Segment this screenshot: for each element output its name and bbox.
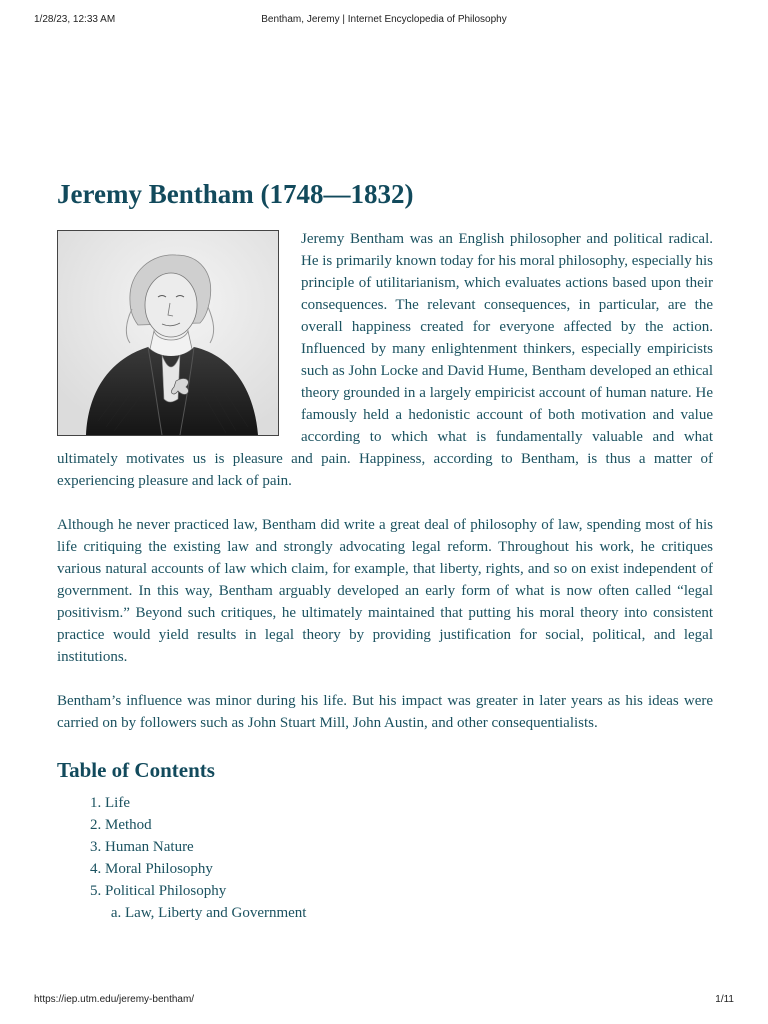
toc-subitem: [125, 902, 713, 924]
table-of-contents: [57, 792, 713, 924]
toc-link-law-liberty-government[interactable]: Law, Liberty and Government: [125, 905, 307, 921]
print-datetime: 1/28/23, 12:33 AM: [34, 14, 116, 25]
toc-link-life[interactable]: Life: [105, 795, 130, 811]
article-paragraph: Bentham’s influence was minor during his life. But his impact was greater in later years as his ideas were carried on by followers such as John Stuart Mill, John Austin, and other consequentialists.: [57, 693, 713, 731]
article-content: [57, 176, 713, 924]
toc-item: [105, 814, 713, 836]
toc-item: [105, 792, 713, 814]
print-footer: [0, 994, 768, 1008]
print-page-title: Bentham, Jeremy | Internet Encyclopedia of Philosophy: [261, 14, 507, 25]
toc-item: [105, 858, 713, 880]
article-title: Jeremy Bentham (1748—1832): [57, 179, 414, 209]
print-header: [0, 14, 768, 28]
toc-link-political-philosophy[interactable]: Political Philosophy: [105, 883, 227, 899]
toc-subitems: [105, 902, 713, 924]
toc-link-method[interactable]: Method: [105, 817, 152, 833]
toc-item: [105, 836, 713, 858]
print-page-number: 1/11: [715, 994, 734, 1005]
toc-title: Table of Contents: [57, 758, 215, 782]
article-paragraph: Jeremy Bentham was an English philosopher and political radical. He is primarily known today for his moral philosophy, especially his principle of utilitarianism, which evaluates actions based upon their consequences. The relevant consequences, in particular, are the overall happiness created for everyone affected by the action. Influenced by many enlightenment thinkers, especially empiricists such as John Locke and David Hume, Bentham developed an ethical theory grounded in a largely empiricist account of human nature. He famously held a hedonistic account of both motivation and value according to which what is fundamentally valuable and what ultimately motivates us is pleasure and pain. Happiness, according to Bentham, is thus a matter of experiencing pleasure and lack of pain.: [57, 231, 713, 489]
print-url: https://iep.utm.edu/jeremy-bentham/: [34, 994, 195, 1005]
toc-link-human-nature[interactable]: Human Nature: [105, 839, 194, 855]
toc-item: [105, 880, 713, 924]
portrait-engraving: [58, 231, 278, 435]
toc-link-moral-philosophy[interactable]: Moral Philosophy: [105, 861, 213, 877]
article-paragraph: Although he never practiced law, Bentham did write a great deal of philosophy of law, spending most of his life critiquing the existing law and strongly advocating legal reform. Throughout his work, he critiques various natural accounts of law which claim, for example, that liberty, rights, and so on exist independent of government. In this way, Bentham arguably developed an early form of what is now often called “legal positivism.” Beyond such critiques, he ultimately maintained that putting his moral theory into consistent practice would yield results in legal theory by providing justification for social, political, and legal institutions.: [57, 517, 713, 665]
bentham-portrait-image: [57, 230, 279, 436]
